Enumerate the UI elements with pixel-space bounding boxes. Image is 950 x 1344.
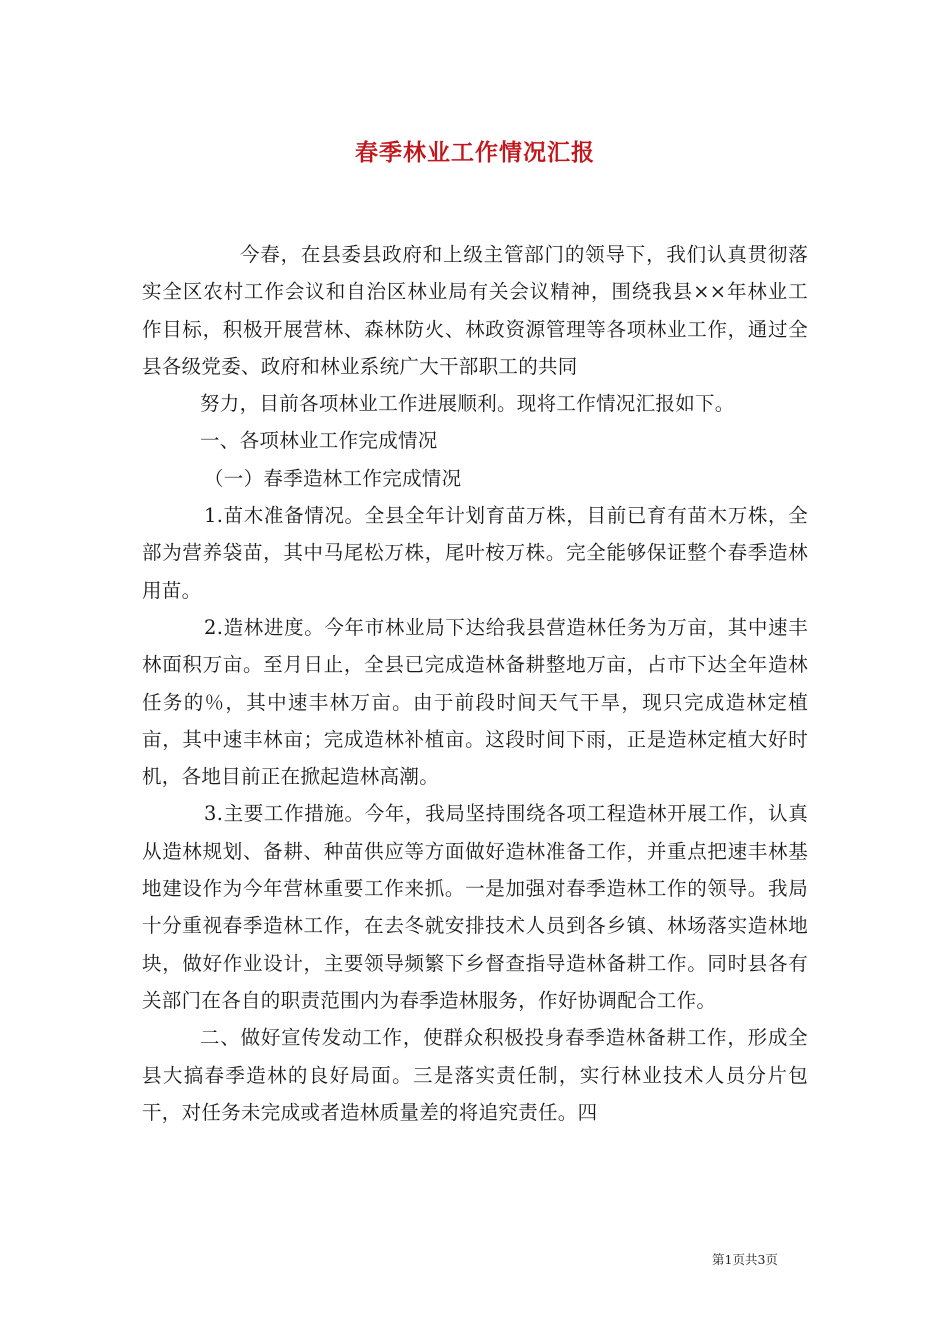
section-heading-1: 一、各项林业工作完成情况 [200,429,438,453]
paragraph-intro: 今春，在县委县政府和上级主管部门的领导下，我们认真贯彻落实全区农村工作会议和自治区林业局有关会议精神，围绕我县××年林业工作目标，积极开展营林、森林防火、林政资源管理等各项林业工作，通过全县各级党委、政府和林业系统广大干部职工的共同 [142,243,808,378]
document-title: 春季林业工作情况汇报 [355,140,595,166]
paragraph-item-2: 2.造林进度。今年市林业局下达给我县营造林任务为万亩，其中速丰林面积万亩。至月日止，全县已完成造林备耕整地万亩，占市下达全年造林任务的％，其中速丰林万亩。由于前段时间天气干旱，现只完成造林定植亩，其中速丰林亩；完成造林补植亩。这段时间下雨，正是造林定植大好时机，各地目前正在掀起造林高潮。 [142,615,808,789]
document-body [142,236,808,1131]
page-number: 第1页共3页 [712,1252,778,1267]
paragraph-intro-continued: 努力，目前各项林业工作进展顺利。现将工作情况汇报如下。 [200,392,735,416]
paragraph-section-2: 二、做好宣传发动工作，使群众积极投身春季造林备耕工作，形成全县大搞春季造林的良好局面。三是落实责任制，实行林业技术人员分片包干，对任务未完成或者造林质量差的将追究责任。四 [142,1026,808,1124]
paragraph-item-1: 1.苗木准备情况。全县全年计划育苗万株，目前已育有苗木万株，全部为营养袋苗，其中马尾松万株，尾叶桉万株。完全能够保证整个春季造林用苗。 [142,504,808,602]
paragraph-item-3: 3.主要工作措施。今年，我局坚持围绕各项工程造林开展工作，认真从造林规划、备耕、种苗供应等方面做好造林准备工作，并重点把速丰林基地建设作为今年营林重要工作来抓。一是加强对春季造林工作的领导。我局十分重视春季造林工作，在去冬就安排技术人员到各乡镇、林场落实造林地块，做好作业设计，主要领导频繁下乡督查指导造林备耕工作。同时县各有关部门在各自的职责范围内为春季造林服务，作好协调配合工作。 [142,802,808,1012]
subsection-heading-1: （一）春季造林工作完成情况 [204,466,462,490]
